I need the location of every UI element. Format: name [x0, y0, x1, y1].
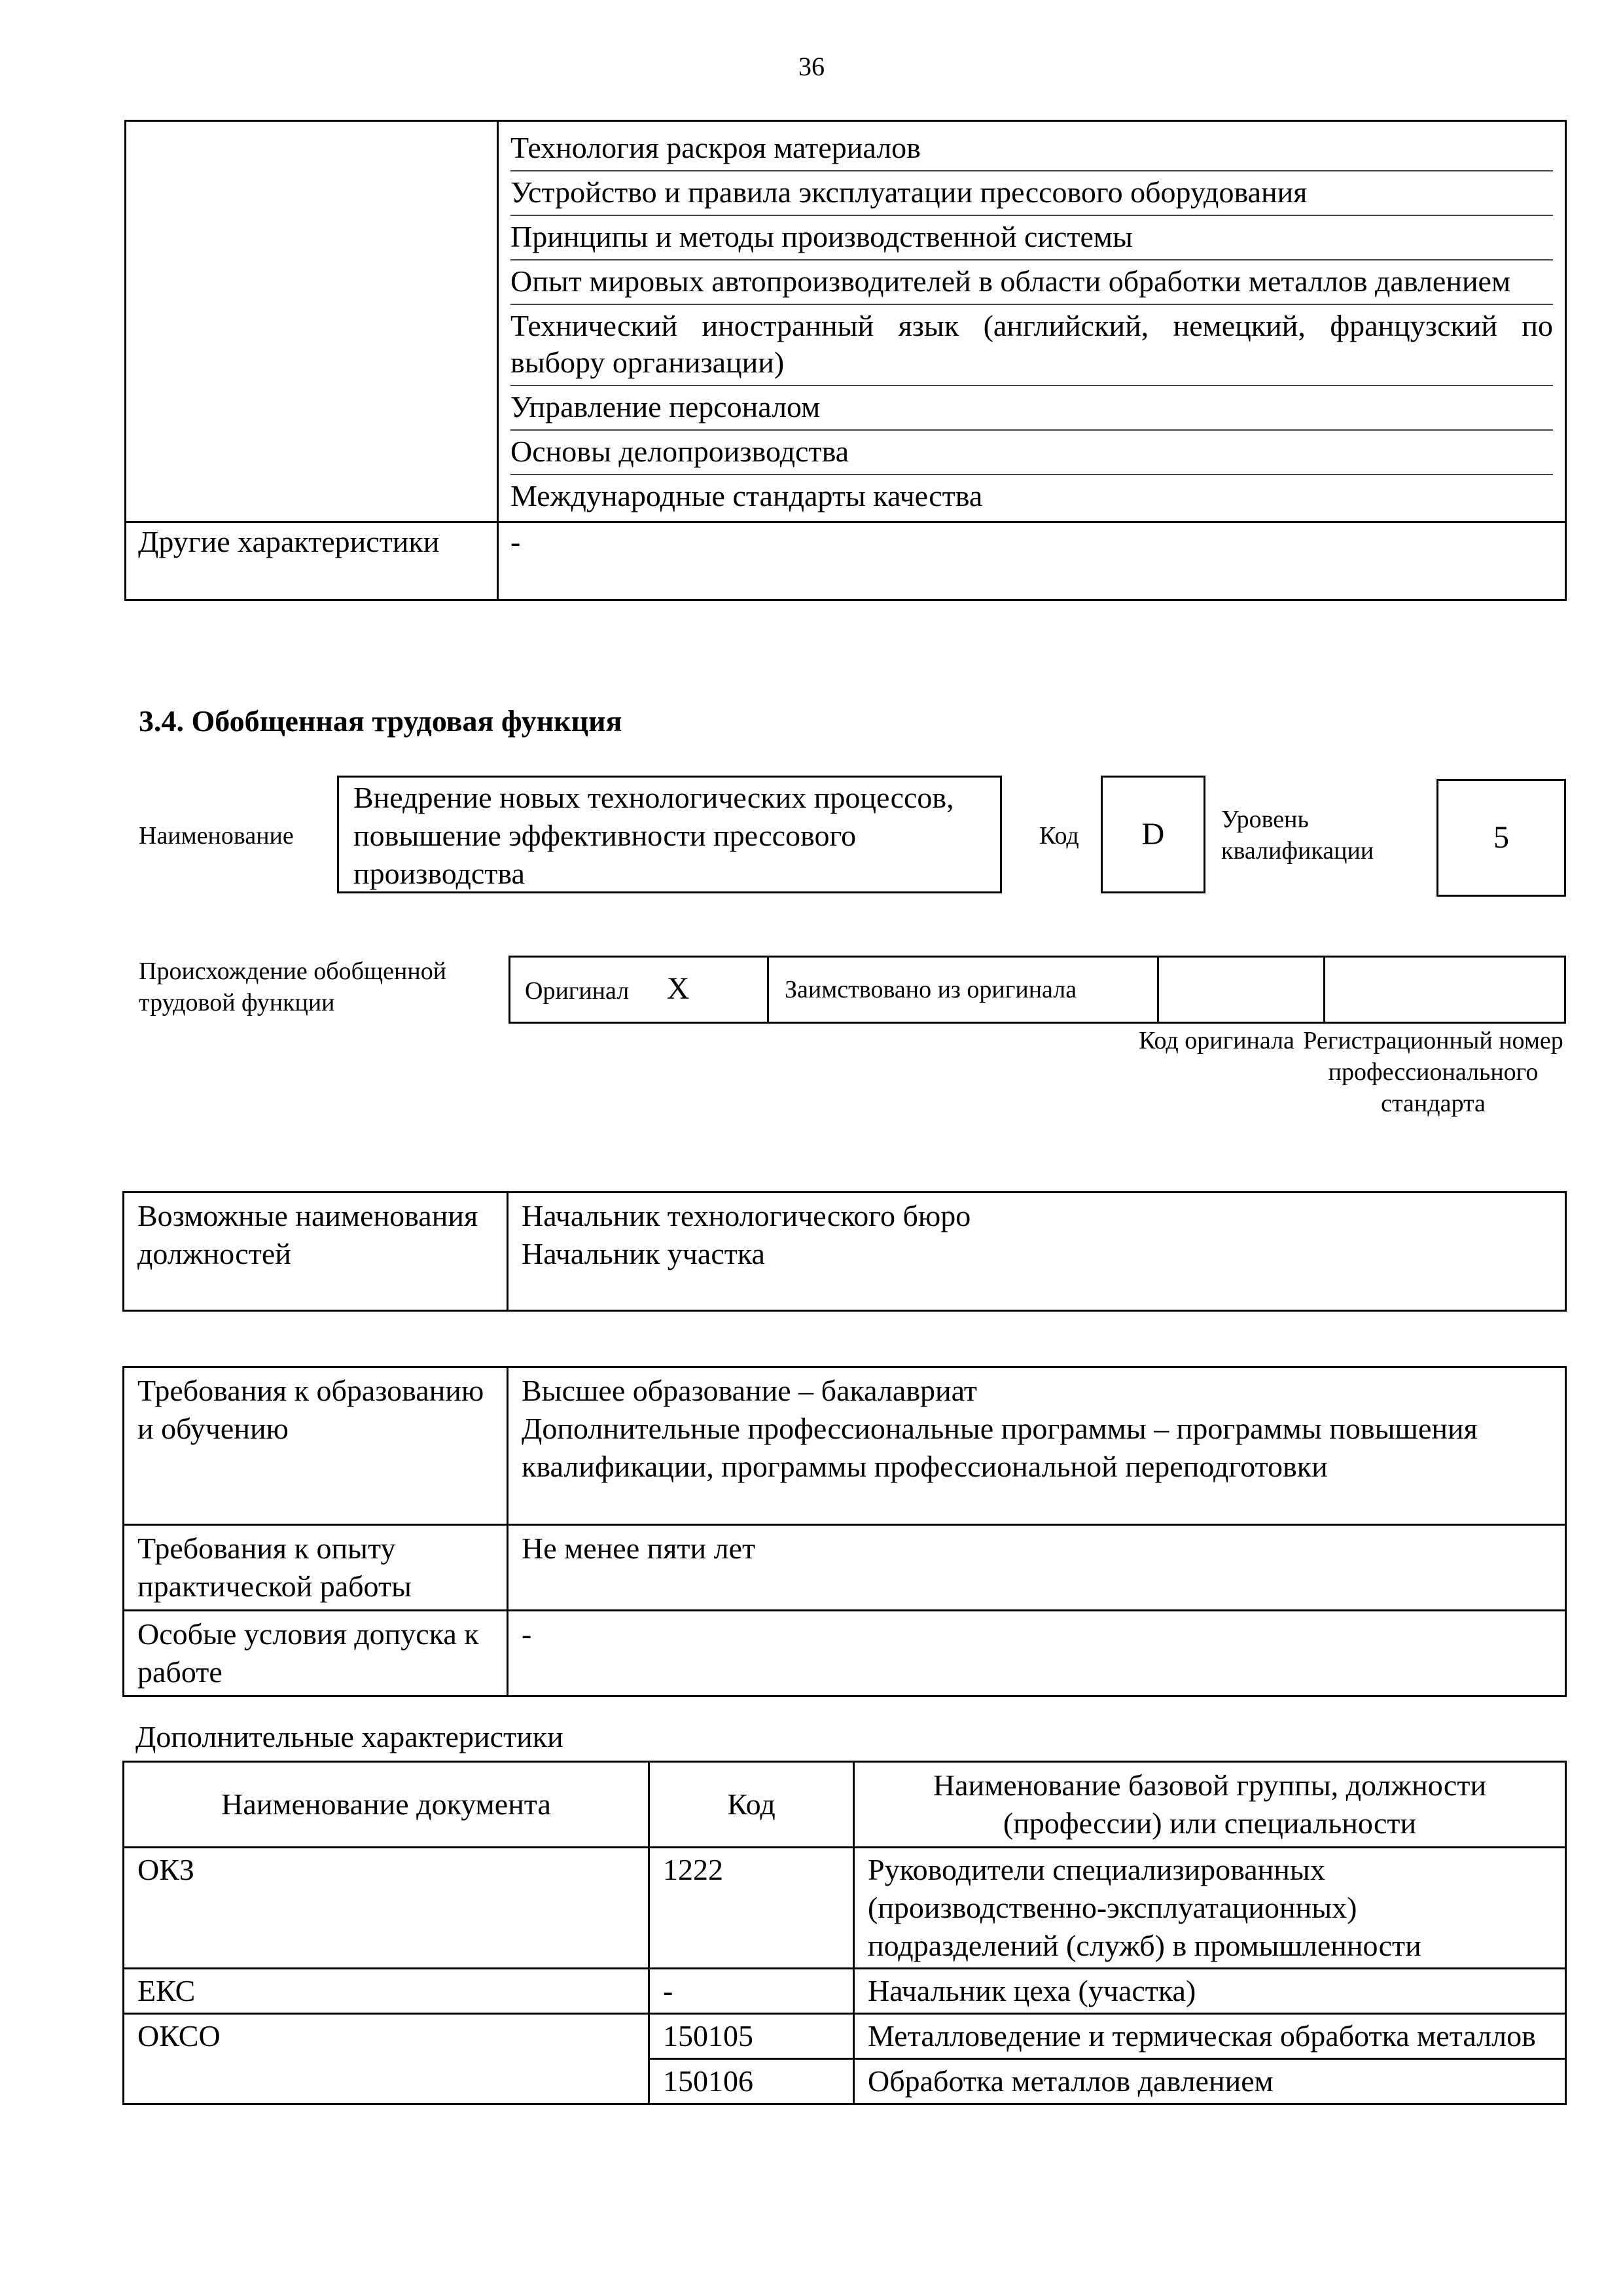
requirement-label: Требования к образованию и обучению — [124, 1367, 508, 1525]
section-title: 3.4. Обобщенная трудовая функция — [139, 704, 622, 738]
name-cell: Начальник цеха (участка) — [854, 1969, 1566, 2014]
knowledge-item: Опыт мировых автопроизводителей в области обработки металлов давлением — [510, 260, 1553, 305]
original-label: Оригинал — [525, 977, 630, 1005]
position-item: Начальник технологического бюро — [522, 1199, 971, 1232]
knowledge-item: Технология раскроя материалов — [510, 127, 1553, 171]
registration-number-cell — [1325, 957, 1565, 1023]
table-row — [124, 1969, 1566, 2014]
origin-table — [508, 956, 1566, 1024]
code-cell: 150106 — [649, 2059, 854, 2104]
original-code-cell — [1158, 957, 1325, 1023]
name-cell: Руководители специализированных (производственно-эксплуатационных) подразделений (служб) в промышленности — [854, 1848, 1566, 1969]
original-mark: X — [666, 971, 690, 1006]
requirement-value: Не менее пяти лет — [508, 1525, 1566, 1611]
registration-number-caption: Регистрационный номер профессионального стандарта — [1303, 1027, 1563, 1117]
code-cell: 150105 — [649, 2014, 854, 2059]
function-name-box: Внедрение новых технологических процессов, повышение эффективности прессового производства — [337, 776, 1002, 893]
name-cell: Металловедение и термическая обработка металлов — [854, 2014, 1566, 2059]
knowledge-item: Управление персоналом — [510, 386, 1553, 431]
name-cell: Обработка металлов давлением — [854, 2059, 1566, 2104]
column-header: Наименование базовой группы, должности (профессии) или специальности — [854, 1762, 1566, 1848]
additional-characteristics-table — [122, 1761, 1567, 2105]
doc-cell: ОКСО — [124, 2014, 649, 2104]
knowledge-item: Принципы и методы производственной системы — [510, 216, 1553, 260]
knowledge-list — [498, 121, 1566, 522]
positions-table — [122, 1191, 1567, 1312]
requirement-label: Требования к опыту практической работы — [124, 1525, 508, 1611]
knowledge-table — [124, 120, 1567, 601]
requirement-label: Особые условия допуска к работе — [124, 1611, 508, 1696]
page-number: 36 — [798, 52, 825, 81]
column-header: Наименование документа — [124, 1762, 649, 1848]
requirement-value: Высшее образование – бакалавриат — [522, 1374, 977, 1407]
knowledge-item: Устройство и правила эксплуатации прессового оборудования — [510, 171, 1553, 216]
other-characteristics-label: Другие характеристики — [126, 522, 498, 600]
borrowed-label: Заимствовано из оригинала — [768, 957, 1158, 1023]
additional-characteristics-title: Дополнительные характеристики — [135, 1720, 563, 1753]
positions-label: Возможные наименования должностей — [124, 1193, 508, 1311]
requirement-value: - — [508, 1611, 1566, 1696]
column-header: Код — [649, 1762, 854, 1848]
name-label: Наименование — [139, 822, 294, 850]
doc-cell: ЕКС — [124, 1969, 649, 2014]
table-row — [124, 2014, 1566, 2059]
code-cell: 1222 — [649, 1848, 854, 1969]
position-item: Начальник участка — [522, 1237, 765, 1270]
table-row — [124, 1848, 1566, 1969]
requirements-table — [122, 1366, 1567, 1697]
code-label: Код — [1039, 822, 1079, 850]
knowledge-item: Технический иностранный язык (английский, немецкий, французский по выбору организации) — [510, 305, 1553, 386]
code-box: D — [1101, 776, 1205, 893]
other-characteristics-value: - — [498, 522, 1566, 600]
knowledge-item: Международные стандарты качества — [510, 479, 983, 512]
requirement-value: Дополнительные профессиональные программы – программы повышения квалификации, программы профессиональной переподготовки — [522, 1412, 1478, 1483]
qualification-level-label: Уровень квалификации — [1221, 806, 1374, 865]
original-code-caption: Код оригинала — [1139, 1027, 1294, 1054]
doc-cell: ОКЗ — [124, 1848, 649, 1969]
knowledge-item: Основы делопроизводства — [510, 431, 1553, 475]
code-cell: - — [649, 1969, 854, 2014]
qualification-level-box: 5 — [1436, 779, 1566, 897]
origin-label: Происхождение обобщенной трудовой функции — [139, 958, 447, 1016]
